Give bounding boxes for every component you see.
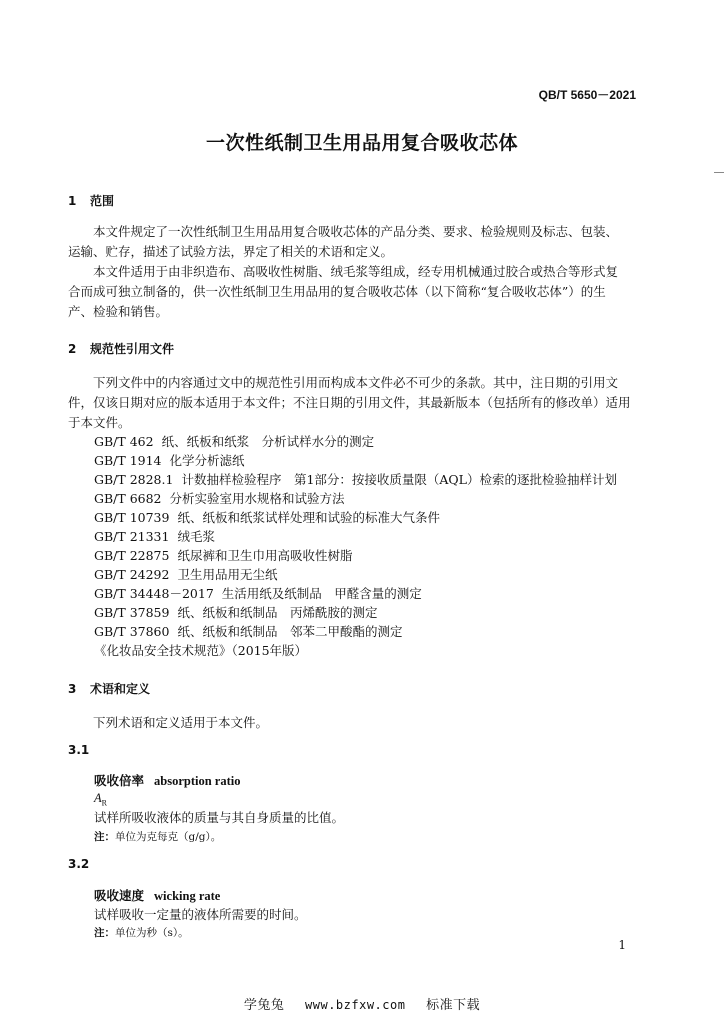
section-3-heading	[68, 680, 150, 697]
term-heading	[94, 886, 220, 904]
reference-code: GB/T 34448－2017	[94, 586, 214, 601]
reference-item	[94, 527, 215, 546]
reference-item	[94, 432, 374, 451]
reference-title: 生活用纸及纸制品 甲醛含量的测定	[221, 586, 422, 601]
reference-item	[94, 641, 307, 660]
section-2-intro-line-3: 于本文件。	[68, 415, 131, 430]
reference-title: 纸、纸板和纸制品 丙烯酰胺的测定	[177, 605, 378, 620]
symbol-subscript: R	[101, 798, 107, 808]
reference-code: GB/T 2828.1	[94, 472, 174, 487]
reference-item	[94, 622, 402, 641]
term-definition: 试样吸收一定量的液体所需要的时间。	[94, 907, 307, 922]
section-3-intro: 下列术语和定义适用于本文件。	[93, 715, 269, 730]
note-label: 注：	[94, 927, 115, 939]
section-2-heading	[68, 340, 174, 357]
reference-title: 绒毛浆	[177, 529, 215, 544]
section-number: 3	[68, 682, 77, 696]
term-note	[94, 829, 221, 844]
reference-item	[94, 470, 617, 489]
site-url[interactable]: www.bzfxw.com	[305, 998, 406, 1012]
reference-title: 纸、纸板和纸浆试样处理和试验的标准大气条件	[177, 510, 440, 525]
reference-code: GB/T 22875	[94, 548, 170, 563]
symbol-letter: A	[94, 791, 102, 805]
term-zh: 吸收倍率	[94, 773, 145, 788]
section-title: 规范性引用文件	[90, 342, 175, 356]
section-number: 1	[68, 194, 77, 208]
reference-code: GB/T 1914	[94, 453, 162, 468]
term-en: wicking rate	[154, 889, 221, 903]
reference-item	[94, 603, 377, 622]
section-1-para-2-line-1: 本文件适用于由非织造布、高吸收性树脂、绒毛浆等组成，经专用机械通过胶合或热合等形式复	[93, 264, 619, 279]
reference-title: 纸、纸板和纸浆 分析试样水分的测定	[161, 434, 375, 449]
section-2-intro-line-2: 件，仅该日期对应的版本适用于本文件；不注日期的引用文件，其最新版本（包括所有的修改单）适用	[68, 395, 631, 410]
reference-item	[94, 584, 422, 603]
term-symbol	[94, 791, 107, 808]
term-note	[94, 925, 189, 940]
section-1-para-2-line-3: 产、检验和销售。	[68, 304, 169, 319]
note-text: 单位为克每克（g/g）。	[115, 831, 222, 843]
site-tagline: 标准下载	[426, 998, 481, 1013]
reference-item	[94, 451, 245, 470]
reference-title: 纸尿裤和卫生巾用高吸收性树脂	[177, 548, 353, 563]
reference-code: GB/T 21331	[94, 529, 170, 544]
term-number: 3.1	[68, 743, 90, 757]
section-1-para-1-line-1: 本文件规定了一次性纸制卫生用品用复合吸收芯体的产品分类、要求、检验规则及标志、包装、	[93, 224, 619, 239]
edge-mark	[714, 172, 724, 173]
reference-item	[94, 565, 277, 584]
site-name: 学兔兔	[243, 998, 285, 1013]
section-1-para-1-line-2: 运输、贮存，描述了试验方法，界定了相关的术语和定义。	[68, 244, 394, 259]
reference-title: 分析实验室用水规格和试验方法	[169, 491, 345, 506]
reference-item	[94, 546, 352, 565]
page-number: 1	[618, 938, 626, 952]
watermark-footer	[0, 994, 724, 1013]
reference-code: GB/T 24292	[94, 567, 170, 582]
reference-title: 化学分析滤纸	[169, 453, 245, 468]
section-number: 2	[68, 342, 77, 356]
reference-code: GB/T 37860	[94, 624, 170, 639]
reference-title: 计数抽样检验程序 第1部分：按接收质量限（AQL）检索的逐批检验抽样计划	[181, 472, 617, 487]
reference-code: GB/T 6682	[94, 491, 162, 506]
term-heading	[94, 771, 240, 789]
section-title: 术语和定义	[90, 682, 151, 696]
term-definition: 试样所吸收液体的质量与其自身质量的比值。	[94, 810, 345, 825]
note-label: 注：	[94, 831, 115, 843]
section-1-para-2-line-2: 合而成可独立制备的，供一次性纸制卫生用品用的复合吸收芯体（以下简称“复合吸收芯体”）的生	[68, 284, 606, 299]
reference-item	[94, 508, 440, 527]
reference-code: GB/T 10739	[94, 510, 170, 525]
reference-item	[94, 489, 345, 508]
reference-title: 纸、纸板和纸制品 邻苯二甲酸酯的测定	[177, 624, 403, 639]
standard-number: QB/T 5650－2021	[538, 88, 636, 102]
section-title: 范围	[90, 194, 115, 208]
reference-code: GB/T 462	[94, 434, 154, 449]
reference-title: 卫生用品用无尘纸	[177, 567, 278, 582]
reference-code: GB/T 37859	[94, 605, 170, 620]
note-text: 单位为秒（s）。	[115, 927, 189, 939]
term-zh: 吸收速度	[94, 888, 145, 903]
section-2-intro-line-1: 下列文件中的内容通过文中的规范性引用而构成本文件必不可少的条款。其中，注日期的引用文	[93, 375, 619, 390]
document-title: 一次性纸制卫生用品用复合吸收芯体	[205, 132, 518, 154]
term-number: 3.2	[68, 857, 90, 871]
term-en: absorption ratio	[154, 774, 241, 788]
section-1-heading	[68, 192, 114, 209]
reference-title: 《化妆品安全技术规范》（2015年版）	[94, 643, 308, 658]
